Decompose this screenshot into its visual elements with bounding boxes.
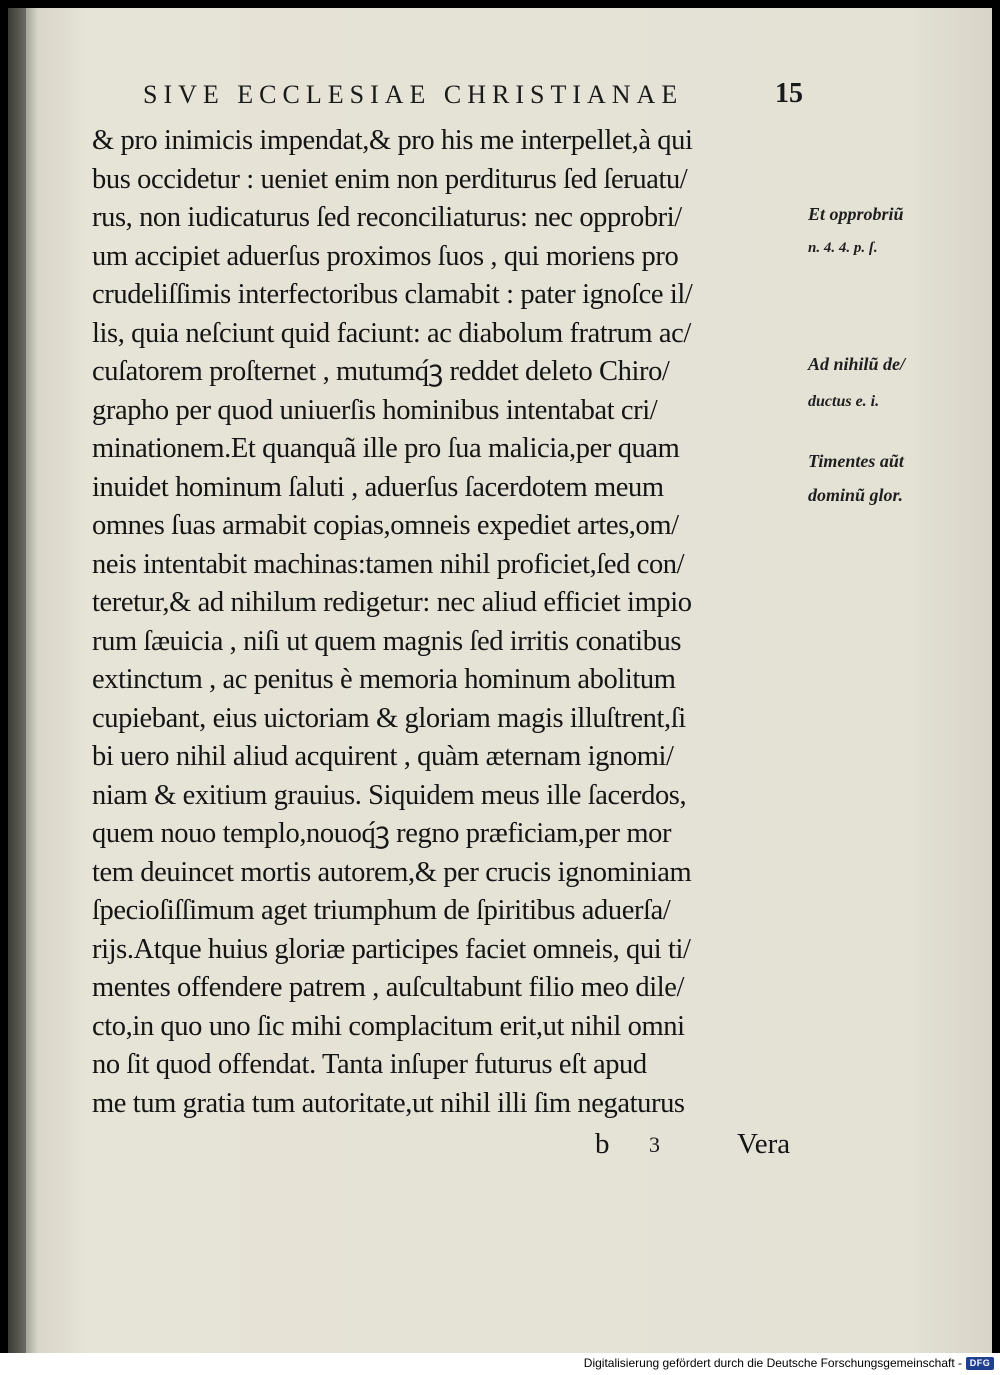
- text-line: rum ſæuicia , niſi ut quem magnis ſed irritis conatibus: [92, 625, 682, 657]
- text-line: crudeliſſimis interfectoribus clamabit : pater ignoſce il/: [92, 279, 693, 310]
- margin-note: dominũ glor.: [808, 485, 904, 505]
- signature-mark: b: [595, 1128, 610, 1160]
- text-line: minationem.Et quanquã ille pro ſua malicia,per quam: [92, 433, 680, 464]
- text-line: cuſatorem proſternet , mutumq́ꝫ reddet deleto Chiro/: [92, 356, 670, 387]
- running-head: SIVE ECCLESIAE CHRISTIANAE: [143, 80, 684, 109]
- text-line: cupiebant, eius uictoriam & gloriam magis illuſtrent,ſi: [92, 702, 686, 734]
- text-line: neis intentabit machinas:tamen nihil proficiet,ſed con/: [92, 548, 685, 580]
- text-line: lis, quia neſciunt quid faciunt: ac diabolum fratrum ac/: [92, 317, 691, 349]
- margin-note: Timentes aũt: [808, 451, 904, 471]
- page-header: [143, 80, 803, 120]
- text-line: ſpecioſiſſimum aget triumphum de ſpiritibus aduerſa/: [92, 895, 671, 926]
- text-line: omnes ſuas armabit copias,omneis expediet artes,om/: [92, 510, 679, 541]
- main-text-block: [92, 122, 812, 1123]
- signature-number: 3: [649, 1132, 660, 1157]
- text-line: rijs.Atque huius gloriæ participes faciet omneis, qui ti/: [92, 933, 691, 965]
- book-spine-shadow: [8, 8, 26, 1353]
- text-line: quem nouo templo,nouoq́ꝫ regno præficiam,per mor: [92, 818, 672, 849]
- margin-note: Et opprobriũ: [808, 204, 904, 224]
- text-line: me tum gratia tum autoritate,ut nihil illi ſim negaturus: [92, 1087, 685, 1119]
- dfg-logo: [966, 1357, 994, 1370]
- text-line: extinctum , ac penitus è memoria hominum abolitum: [92, 664, 676, 695]
- text-line: cto,in quo uno ſic mihi complacitum erit,ut nihil omni: [92, 1010, 685, 1042]
- catchword: Vera: [737, 1128, 791, 1160]
- text-line: teretur,& ad nihilum redigetur: nec aliud efficiet impio: [92, 587, 692, 618]
- text-line: rus, non iudicaturus ſed reconciliaturus: nec opprobri/: [92, 202, 682, 233]
- text-line: bi uero nihil aliud acquirent , quàm æternam ignomi/: [92, 741, 674, 772]
- text-line: niam & exitium grauius. Siquidem meus ille ſacerdos,: [92, 779, 687, 811]
- text-line: no ſit quod offendat. Tanta inſuper futurus eſt apud: [92, 1049, 647, 1080]
- text-line: bus occidetur : ueniet enim non perditurus ſed ſeruatu/: [92, 163, 688, 195]
- dfg-logo-text: DFG: [969, 1358, 991, 1368]
- catchline: [92, 1128, 812, 1168]
- margin-note: n. 4. 4. p. ſ.: [808, 240, 878, 256]
- text-line: mentes offendere patrem , auſcultabunt filio meo dile/: [92, 972, 684, 1003]
- text-line: tem deuincet mortis autorem,& per crucis ignominiam: [92, 856, 692, 888]
- funding-credit: Digitalisierung gefördert durch die Deutsche Forschungsgemeinschaft -: [583, 1356, 962, 1370]
- text-line: & pro inimicis impendat,& pro his me interpellet,à qui: [92, 125, 693, 156]
- text-line: grapho per quod uniuerſis hominibus intentabat cri/: [92, 394, 658, 426]
- text-line: inuidet hominum ſaluti , aduerſus ſacerdotem meum: [92, 471, 664, 503]
- folio-number: 15: [775, 78, 803, 109]
- margin-note: ductus e. i.: [808, 393, 880, 410]
- footer-bar: [0, 1353, 1000, 1375]
- book-page: [8, 8, 992, 1353]
- text-line: um accipiet aduerſus proximos ſuos , qui moriens pro: [92, 240, 679, 272]
- margin-note: Ad nihilũ de/: [808, 354, 906, 374]
